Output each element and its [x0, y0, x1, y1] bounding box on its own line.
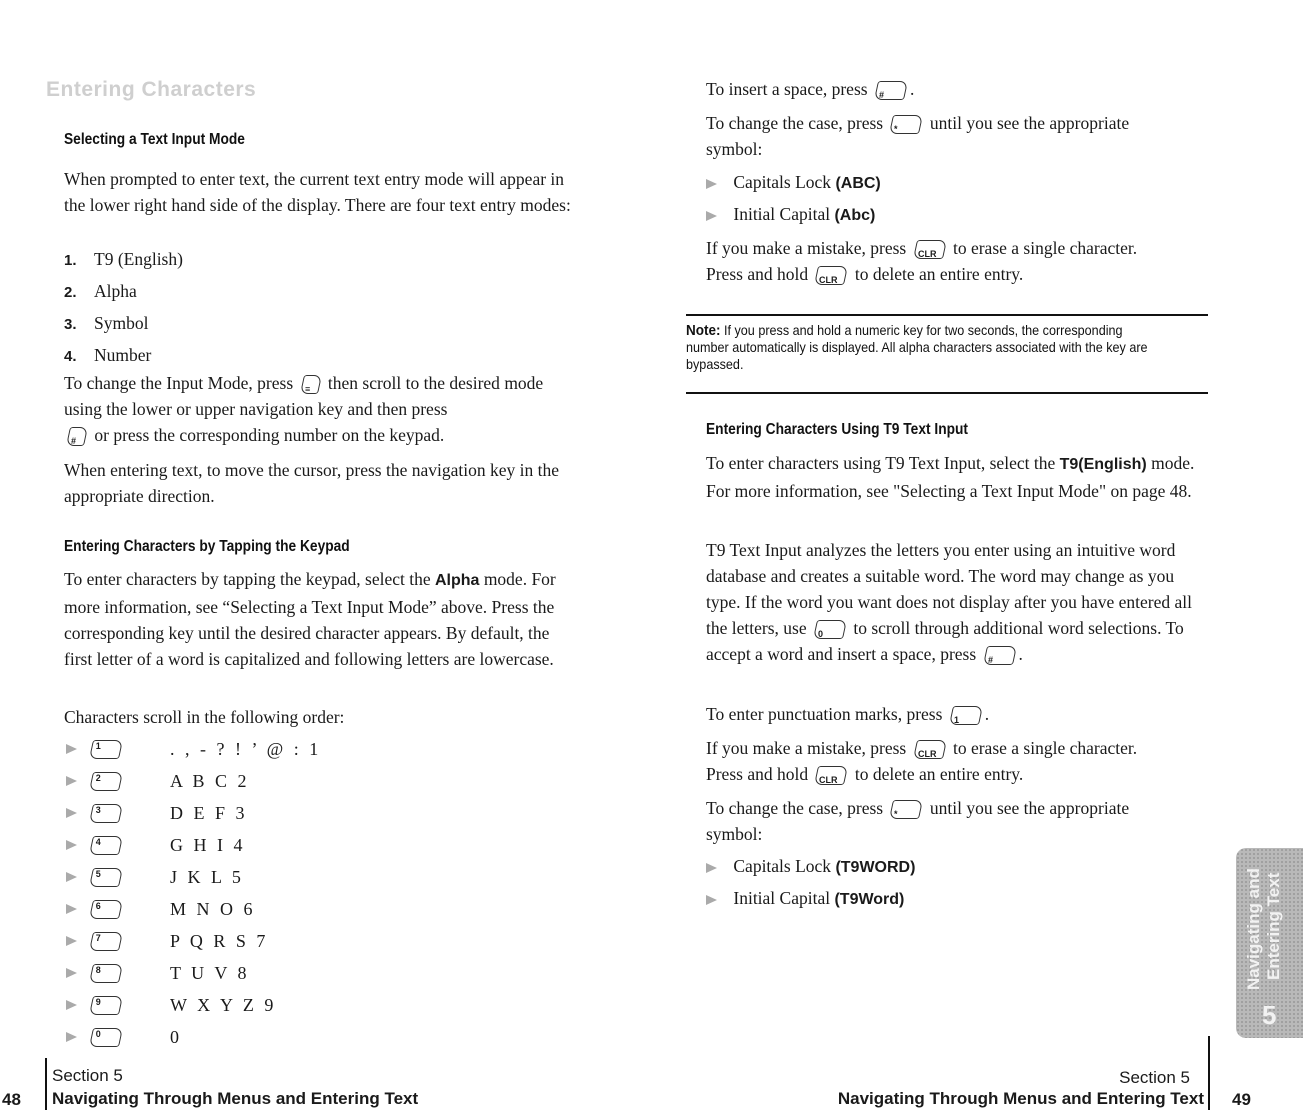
bullet-arrow-icon: [66, 904, 77, 914]
mode-key-icon: ≡: [299, 375, 321, 394]
note-bottom-rule: [686, 392, 1208, 394]
paragraph-mistake: If you make a mistake, press CLR to erase a single character. Press and hold CLR to delete an entire entry.: [706, 238, 1138, 286]
footer-section-left: Section 5: [52, 1066, 123, 1085]
chapter-tab-number: 5: [1262, 1000, 1277, 1030]
bullet-arrow-icon: [706, 179, 717, 189]
star-key-icon: *: [889, 800, 923, 819]
clr-key-icon: CLR: [913, 740, 947, 759]
order-row: 0 0: [66, 1022, 121, 1052]
key-5-icon: 5: [89, 868, 123, 887]
chapter-tab-label: Navigating and Entering Text: [1244, 868, 1283, 990]
key-3-icon: 3: [89, 804, 123, 823]
space-key-icon: #: [874, 81, 908, 100]
order-row: 1 . , - ? ! ’ @ : 1: [66, 734, 121, 764]
subheading-t9: Entering Characters Using T9 Text Input: [706, 421, 968, 438]
bullet-arrow-icon: [66, 1000, 77, 1010]
order-row: 6 M N O 6: [66, 894, 121, 924]
paragraph-modes-intro: When prompted to enter text, the current text entry mode will appear in the lower right hand side of the display. There are four text entry modes:: [64, 169, 571, 215]
footer-title-right: Navigating Through Menus and Entering Text: [837, 1089, 1204, 1108]
one-key-icon: 1: [949, 706, 983, 725]
order-row: 5 J K L 5: [66, 862, 121, 892]
key-2-icon: 2: [89, 772, 123, 791]
ok-key-icon: #: [66, 427, 88, 446]
paragraph-t9-analyzes: T9 Text Input analyzes the letters you enter using an intuitive word database and creates a suitable word. The word may change as you type. If the word you want does not display after you have entered all the letters, use 0 to scroll through additional word selections. To accept a word and insert a space, press # .: [706, 540, 1192, 666]
bullet-arrow-icon: [66, 840, 77, 850]
subheading-text-input-mode: Selecting a Text Input Mode: [64, 131, 245, 148]
key-8-icon: 8: [89, 964, 123, 983]
paragraph-t9-select: To enter characters using T9 Text Input, select the T9(English) mode. For more information, see "Selecting a Text Input Mode" on page 48.: [706, 453, 1195, 501]
mode-item: 1. T9 (English): [64, 249, 183, 269]
case-item: Capitals Lock (ABC): [706, 169, 881, 197]
mode-item: 3. Symbol: [64, 313, 149, 333]
bullet-arrow-icon: [66, 1032, 77, 1042]
bullet-arrow-icon: [66, 808, 77, 818]
subheading-tapping-keypad: Entering Characters by Tapping the Keypad: [64, 538, 350, 555]
paragraph-change-case-t9: To change the case, press * until you see the appropriate symbol:: [706, 798, 1130, 844]
clr-key-icon: CLR: [913, 240, 947, 259]
footer-section-right: Section 5: [1119, 1068, 1190, 1087]
left-page: [0, 0, 650, 1112]
key-1-icon: 1: [89, 740, 123, 759]
order-row: 3 D E F 3: [66, 798, 121, 828]
paragraph-tapping: To enter characters by tapping the keypad, select the Alpha mode. For more information, see “Selecting a Text Input Mode” above. Press the corresponding key until the desired character appears. By default, the first letter of a word is capitalized and following letters are lowercase.: [64, 569, 556, 669]
mode-item: 4. Number: [64, 345, 152, 365]
case-item: Capitals Lock (T9WORD): [706, 853, 915, 881]
paragraph-mistake-t9: If you make a mistake, press CLR to erase a single character. Press and hold CLR to delete an entire entry.: [706, 738, 1138, 786]
key-0-icon: 0: [89, 1028, 123, 1047]
note-top-rule: [686, 314, 1208, 316]
footer-divider: [1208, 1036, 1210, 1110]
bullet-arrow-icon: [706, 895, 717, 905]
order-row: 7 P Q R S 7: [66, 926, 121, 956]
key-7-icon: 7: [89, 932, 123, 951]
clr-key-icon: CLR: [814, 266, 848, 285]
bullet-arrow-icon: [66, 936, 77, 946]
paragraph-change-mode: To change the Input Mode, press ≡ then scroll to the desired mode using the lower or upper navigation key and then press # or press the corresponding number on the keypad.: [64, 373, 544, 447]
page-number-right: 49: [1232, 1090, 1251, 1109]
mode-list: [64, 246, 183, 370]
order-row: 8 T U V 8: [66, 958, 121, 988]
page-number-left: 48: [2, 1090, 21, 1109]
bullet-arrow-icon: [66, 744, 77, 754]
mode-item: 2. Alpha: [64, 281, 137, 301]
paragraph-cursor: When entering text, to move the cursor, press the navigation key in the appropriate direction.: [64, 460, 559, 506]
bullet-arrow-icon: [66, 872, 77, 882]
paragraph-space: To insert a space, press # .: [706, 79, 915, 101]
footer-title-left: Navigating Through Menus and Entering Text: [52, 1089, 419, 1108]
order-row: 2 A B C 2: [66, 766, 121, 796]
bullet-arrow-icon: [66, 776, 77, 786]
order-row: 4 G H I 4: [66, 830, 121, 860]
key-9-icon: 9: [89, 996, 123, 1015]
note-box: Note: If you press and hold a numeric key for two seconds, the corresponding number automatically is displayed. All alpha characters associated with the key are bypassed.: [686, 322, 1148, 372]
paragraph-punctuation: To enter punctuation marks, press 1 .: [706, 704, 990, 726]
zero-key-icon: 0: [813, 620, 847, 639]
bullet-arrow-icon: [66, 968, 77, 978]
paragraph-order-intro: Characters scroll in the following order:: [64, 707, 345, 727]
space-key-icon: #: [983, 646, 1017, 665]
bullet-arrow-icon: [706, 211, 717, 221]
key-6-icon: 6: [89, 900, 123, 919]
footer-divider: [45, 1058, 47, 1110]
section-title: Entering Characters: [46, 78, 257, 101]
key-4-icon: 4: [89, 836, 123, 855]
clr-key-icon: CLR: [814, 766, 848, 785]
case-item: Initial Capital (Abc): [706, 201, 875, 229]
paragraph-change-case: To change the case, press * until you see the appropriate symbol:: [706, 113, 1130, 159]
order-row: 9 W X Y Z 9: [66, 990, 121, 1020]
star-key-icon: *: [889, 115, 923, 134]
bullet-arrow-icon: [706, 863, 717, 873]
case-item: Initial Capital (T9Word): [706, 885, 904, 913]
